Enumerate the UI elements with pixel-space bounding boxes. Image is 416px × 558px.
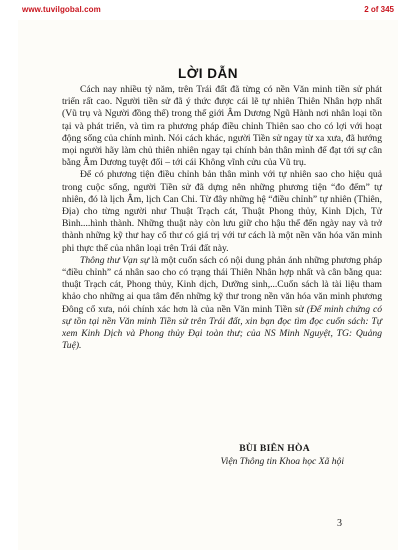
- paragraph-2: Để có phương tiện điều chỉnh bản thân mình với tự nhiên sao cho hiệu quả trong cuộc sống, người Tiền sử đã dựng nên những phương tiện “đo đếm” tự nhiên, đó là lịch Âm, lịch Can Chi. Từ đây những hệ “điều chỉnh” tự nhiên (Thiên, Địa) cho từng người như Thuật Trạch cát, Thuật Phong thủy, Kinh Dịch, Tử Bình....hình thành. Những thuật này còn lưu giữ cho hậu thế đến ngày nay và trở thành những kỹ thư hay cổ thư có giá trị với tư cách là một nền văn hóa văn minh phi thực thể của nhân loại trên Trái đất này.: [62, 169, 382, 254]
- paragraph-1: Cách nay nhiều tỷ năm, trên Trái đất đã từng có nền Văn minh tiền sử phát triển rất cao. Người tiền sử đã ý thức được cái lẽ tự nhiên Thiên Nhân hợp nhất (Vũ trụ và Người đồng thể) trong thế giới Âm Dương Ngũ Hành nơi nhân loại tồn tại và phát triển, và tìm ra phương pháp điều chỉnh Thiên sao cho có lợi với hoạt động sống của chính mình. Nói cách khác, người Tiền sử ngay từ xa xưa, đã hướng mọi người hãy làm chủ thiên nhiên ngay tại chính bản thân mình để đạt tới sự cân bằng Âm Dương tuyệt đối – tới cái Không vĩnh cửu của Vũ trụ.: [62, 84, 382, 169]
- page-counter: 2 of 345: [364, 5, 394, 14]
- page-number: 3: [337, 518, 342, 529]
- viewer-header: [0, 0, 416, 16]
- paragraph-3: Thông thư Vạn sự là một cuốn sách có nội dung phản ánh những phương pháp “điều chỉnh” cá nhân sao cho có trạng thái Thiên Nhân hợp nhất và cân bằng qua: thuật Trạch cát, Phong thủy, Kinh dịch, Dưỡng sinh,...Cuốn sách là tài liệu tham khảo cho những ai qua tâm đến những kỹ thư trong nền văn hóa văn minh phương Đông cổ xưa, nói chính xác hơn là của nền Văn minh Tiền sử (Để minh chứng có sự tồn tại nền Văn minh Tiền sử trên Trái đất, xin bạn đọc tìm đọc cuốn sách: Tự xem Kinh Dịch và Phong thủy Đại toàn thư; của NS Minh Nguyệt, TG: Quảng Tuệ).: [62, 254, 382, 352]
- site-url-link[interactable]: www.tuvilgobal.com: [22, 5, 101, 14]
- body-text: [62, 84, 382, 352]
- signature-organization: Viện Thông tin Khoa học Xã hội: [220, 455, 344, 467]
- document-page: [18, 20, 398, 550]
- signature-name: BÙI BIÊN HÒA: [239, 443, 310, 454]
- page-title: LỜI DẪN: [177, 66, 238, 81]
- signature-block: [221, 443, 344, 468]
